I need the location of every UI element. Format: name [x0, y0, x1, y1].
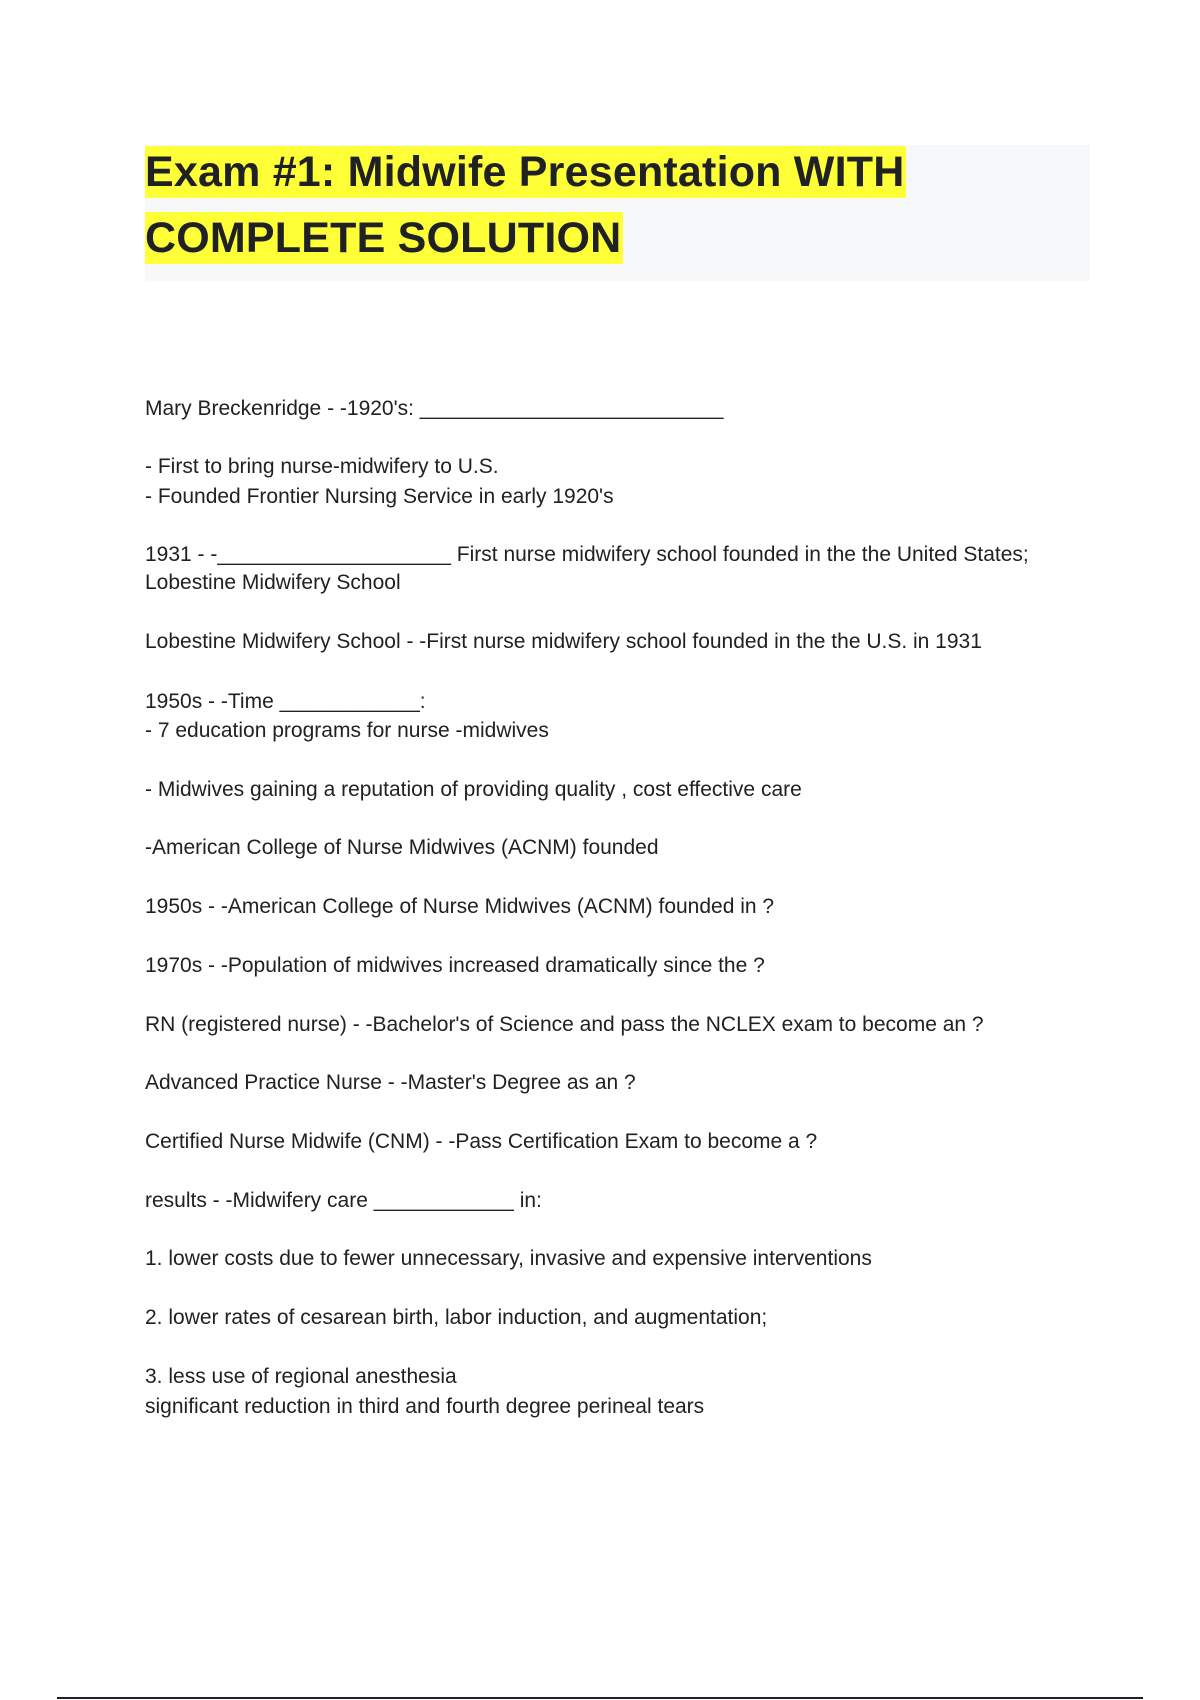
list-item: 3. less use of regional anesthesia: [145, 1365, 457, 1388]
answer-line: - First to bring nurse-midwifery to U.S.: [145, 455, 499, 478]
answer-line: - Founded Frontier Nursing Service in early 1920's: [145, 485, 614, 508]
answer-line: - 7 education programs for nurse -midwives: [145, 719, 549, 742]
answer-line: -American College of Nurse Midwives (ACNM) founded: [145, 836, 659, 859]
qa-breckenridge: Mary Breckenridge - -1920's: __________________________: [145, 397, 724, 420]
list-item: 1. lower costs due to fewer unnecessary, invasive and expensive interventions: [145, 1247, 872, 1270]
qa-1931: 1931 - -____________________ First nurse midwifery school founded in the the United States;: [145, 543, 1029, 566]
qa-results: results - -Midwifery care ____________ in:: [145, 1189, 542, 1212]
qa-lobestine: Lobestine Midwifery School - -First nurse midwifery school founded in the the U.S. in 1931: [145, 630, 982, 653]
qa-cnm: Certified Nurse Midwife (CNM) - -Pass Certification Exam to become a ?: [145, 1130, 818, 1153]
page-title-line-1: Exam #1: Midwife Presentation WITH: [145, 148, 905, 196]
answer-line: - Midwives gaining a reputation of providing quality , cost effective care: [145, 778, 802, 801]
qa-1950s-time: 1950s - -Time ____________:: [145, 690, 426, 713]
footer-divider: [57, 1697, 1143, 1699]
list-item: 2. lower rates of cesarean birth, labor induction, and augmentation;: [145, 1306, 768, 1329]
list-item: significant reduction in third and fourth degree perineal tears: [145, 1395, 705, 1418]
page-title-line-2: COMPLETE SOLUTION: [145, 214, 622, 262]
qa-rn: RN (registered nurse) - -Bachelor's of Science and pass the NCLEX exam to become an ?: [145, 1013, 984, 1036]
qa-1950s-acnm: 1950s - -American College of Nurse Midwives (ACNM) founded in ?: [145, 895, 775, 918]
title-block: [145, 145, 1090, 281]
qa-advanced-practice-nurse: Advanced Practice Nurse - -Master's Degree as an ?: [145, 1071, 636, 1094]
qa-1970s: 1970s - -Population of midwives increased dramatically since the ?: [145, 954, 765, 977]
answer-line: Lobestine Midwifery School: [145, 571, 401, 594]
